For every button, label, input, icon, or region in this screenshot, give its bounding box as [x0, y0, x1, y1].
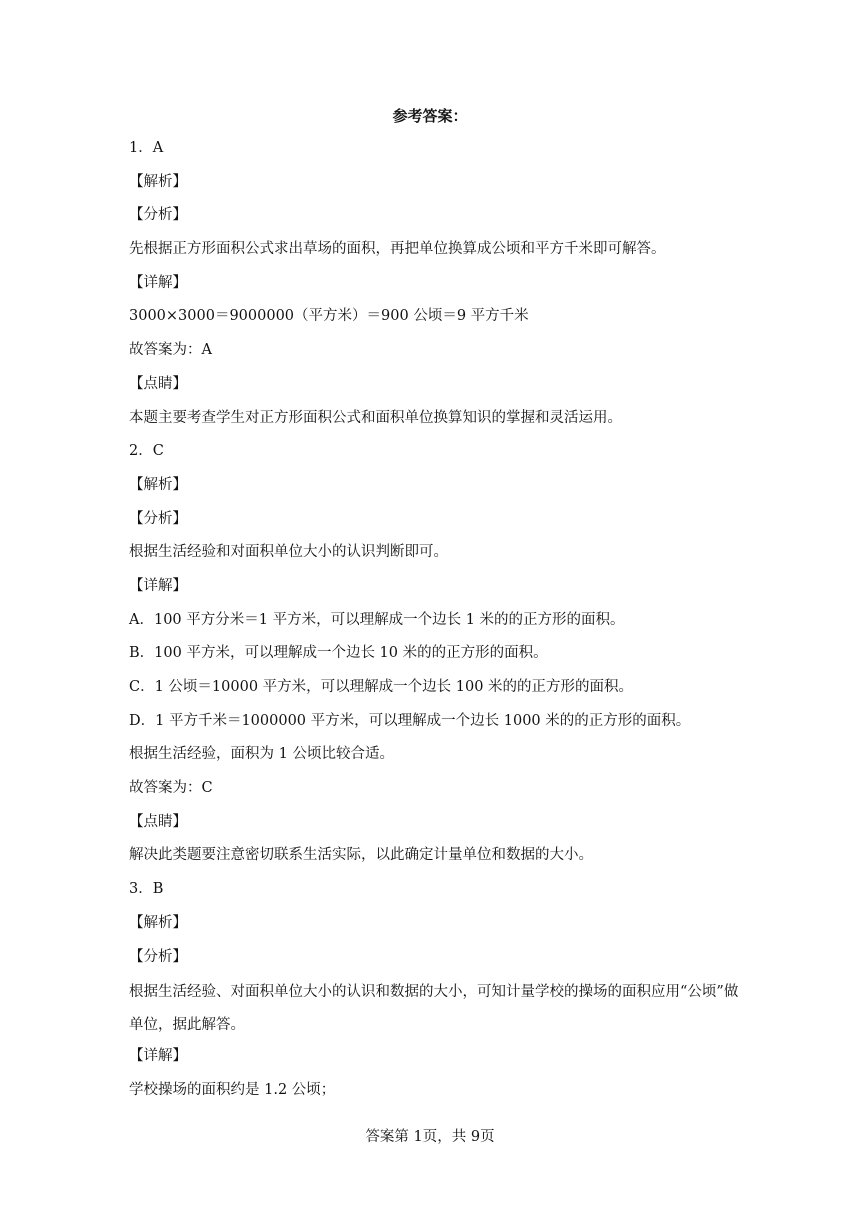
answer-line: 【解析】	[129, 173, 187, 190]
answer-line: 【详解】	[129, 1048, 187, 1065]
answer-line: D．1 平方千米＝1000000 平方米，可以理解成一个边长 1000 米的的正方形的面积。	[129, 712, 691, 729]
answer-line: C．1 公顷＝10000 平方米，可以理解成一个边长 100 米的的正方形的面积。	[129, 679, 634, 695]
page-title: 参考答案：	[392, 107, 468, 125]
answer-line: 本题主要考查学生对正方形面积公式和面积单位换算知识的掌握和灵活运用。	[129, 409, 622, 426]
answer-line: 3000×3000＝9000000（平方米）＝900 公顷＝9 平方千米	[129, 308, 529, 325]
page-footer: 答案第 1页，共 9页	[365, 1129, 495, 1145]
answer-line: 1．A	[129, 140, 164, 156]
answer-line: 【点睛】	[129, 813, 187, 830]
answer-line: A．100 平方分米＝1 平方米，可以理解成一个边长 1 米的的正方形的面积。	[129, 611, 625, 628]
answer-line: 【点睛】	[129, 375, 187, 392]
answer-line: 【解析】	[129, 914, 187, 931]
answer-line: 【详解】	[129, 577, 187, 594]
answer-line: 根据生活经验和对面积单位大小的认识判断即可。	[129, 544, 448, 561]
answer-body	[129, 134, 749, 1110]
answer-line: 解决此类题要注意密切联系生活实际，以此确定计量单位和数据的大小。	[129, 847, 593, 864]
answer-line: 先根据正方形面积公式求出草场的面积，再把单位换算成公顷和平方千米即可解答。	[129, 241, 666, 258]
answer-line: 根据生活经验、对面积单位大小的认识和数据的大小，可知计量学校的操场的面积应用“公顷”做单位，据此解答。	[129, 984, 739, 1034]
answer-line: B．100 平方米，可以理解成一个边长 10 米的的正方形的面积。	[129, 645, 548, 662]
answer-line: 学校操场的面积约是 1.2 公顷；	[129, 1081, 336, 1098]
answer-line: 故答案为：C	[129, 780, 213, 797]
answer-line: 【解析】	[129, 476, 187, 493]
answer-line: 根据生活经验，面积为 1 公顷比较合适。	[129, 746, 394, 763]
answer-line: 【分析】	[129, 207, 187, 224]
answer-line: 【分析】	[129, 510, 187, 527]
answer-line: 【详解】	[129, 274, 187, 291]
answer-line: 故答案为：A	[129, 342, 212, 359]
answer-line: 2．C	[129, 443, 164, 460]
answer-line: 【分析】	[129, 948, 187, 965]
answer-line: 3．B	[129, 881, 164, 898]
